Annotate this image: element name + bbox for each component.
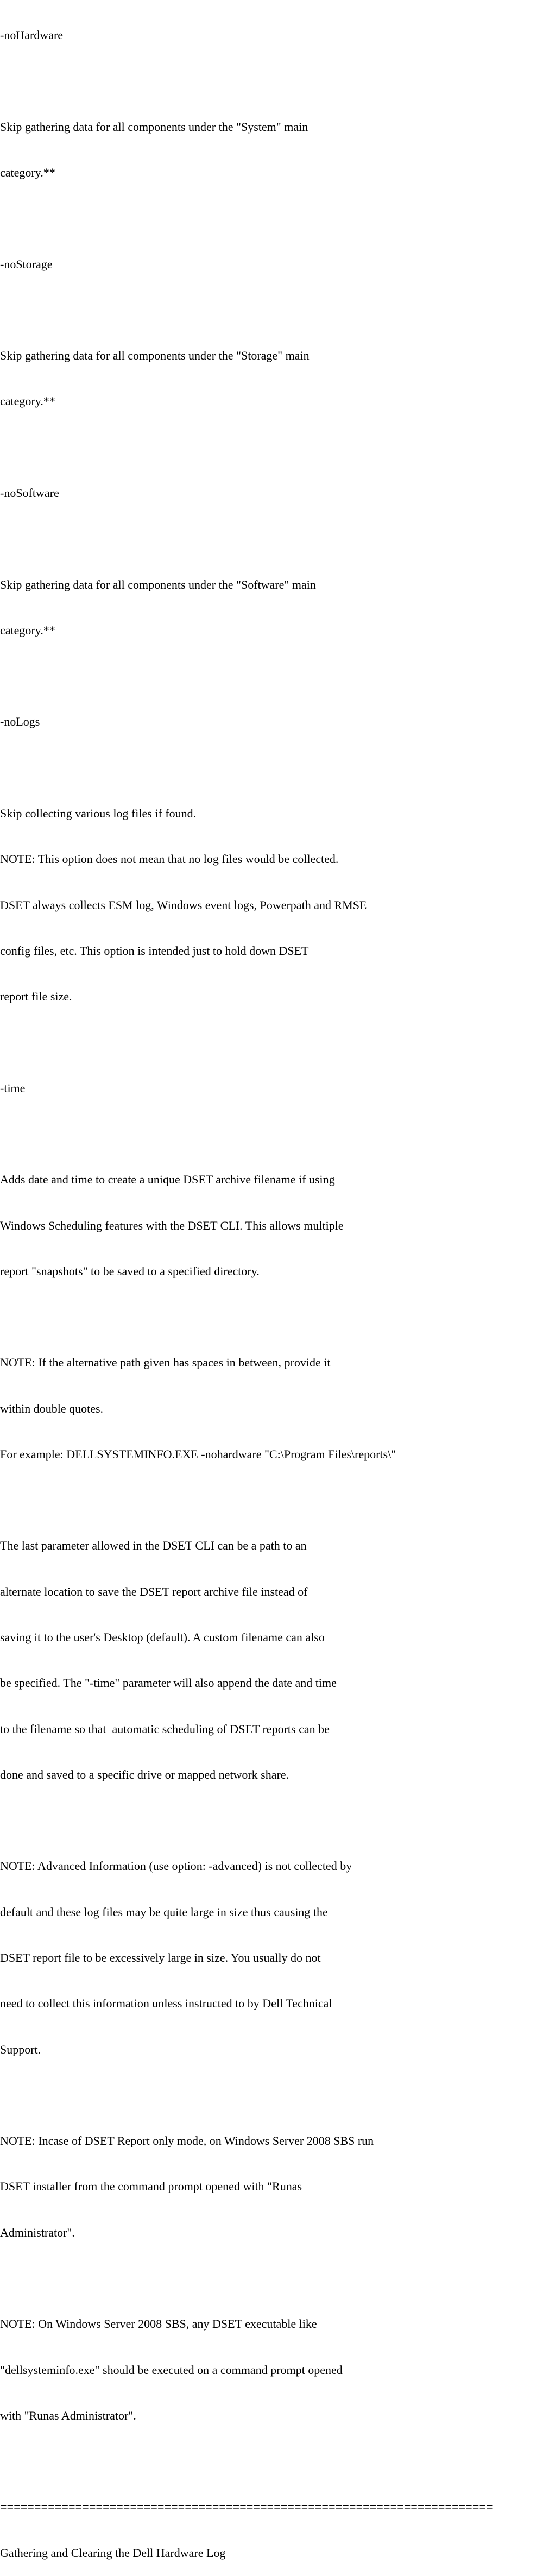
blank-line [0,2271,543,2286]
text-line: config files, etc. This option is intended just to hold down DSET [0,943,309,958]
blank-line [0,2088,543,2103]
text-line: be specified. The "-time" parameter will also append the date and time [0,1676,337,1690]
example-line: For example: DELLSYSTEMINFO.EXE -nohardware "C:\Program Files\reports\" [0,1447,396,1461]
note-line: NOTE: Incase of DSET Report only mode, on Windows Server 2008 SBS run [0,2134,374,2148]
blank-line [0,1813,543,1828]
text-line: Skip gathering data for all components under the "Storage" main [0,349,310,363]
text-line: alternate location to save the DSET report archive file instead of [0,1584,308,1598]
text-line: Windows Scheduling features with the DSET CLI. This allows multiple [0,1218,344,1232]
text-line: Skip gathering data for all components under the "Software" main [0,577,316,591]
option-heading: -noSoftware [0,486,59,500]
blank-line [0,1492,543,1508]
text-line: Skip collecting various log files if found. [0,806,197,820]
text-line: DSET report file to be excessively large in size. You usually do not [0,1951,321,1964]
text-line: Adds date and time to create a unique DSET archive filename if using [0,1173,335,1187]
text-line: Skip gathering data for all components under the "System" main [0,119,308,134]
blank-line [0,2454,543,2469]
note-line: NOTE: Advanced Information (use option: -advanced) is not collected by [0,1859,352,1873]
text-line: report "snapshots" to be saved to a specified directory. [0,1264,260,1278]
text-line: saving it to the user's Desktop (default). A custom filename can also [0,1630,325,1645]
blank-line [0,760,543,776]
text-line: with "Runas Administrator". [0,2408,136,2422]
option-heading: -noLogs [0,715,40,729]
blank-line [0,1309,543,1325]
note-line: NOTE: If the alternative path given has spaces in between, provide it [0,1356,331,1370]
blank-line [0,1035,543,1050]
option-heading: -noHardware [0,28,64,42]
note-line: NOTE: This option does not mean that no log files would be collected. [0,852,339,866]
section-divider: ======================================================================== [0,2500,493,2514]
note-line: NOTE: On Windows Server 2008 SBS, any DSET executable like [0,2317,317,2331]
blank-line [0,1126,543,1142]
text-line: Support. [0,2042,41,2056]
option-heading: -time [0,1081,26,1095]
text-line: Administrator". [0,2225,75,2239]
text-line: DSET installer from the command prompt opened with "Runas [0,2180,302,2194]
text-line: category.** [0,623,55,637]
text-line: category.** [0,166,55,180]
blank-line [0,669,543,684]
text-line: DSET always collects ESM log, Windows event logs, Powerpath and RMSE [0,898,367,912]
text-line: report file size. [0,990,72,1004]
text-line: need to collect this information unless instructed to by Dell Technical [0,1996,332,2011]
option-heading: -noStorage [0,257,53,271]
blank-line [0,303,543,318]
blank-line [0,73,543,89]
text-line: "dellsysteminfo.exe" should be executed on a command prompt opened [0,2363,343,2377]
text-line: done and saved to a specific drive or mapped network share. [0,1767,289,1781]
blank-line [0,440,543,455]
section-heading: Gathering and Clearing the Dell Hardware Log [0,2546,226,2560]
text-line: category.** [0,394,55,408]
text-line: to the filename so that automatic scheduling of DSET reports can be [0,1722,330,1736]
text-line: The last parameter allowed in the DSET CLI can be a path to an [0,1539,307,1553]
text-line: within double quotes. [0,1401,104,1415]
blank-line [0,531,543,546]
text-line: default and these log files may be quite large in size thus causing the [0,1905,328,1919]
blank-line [0,211,543,226]
